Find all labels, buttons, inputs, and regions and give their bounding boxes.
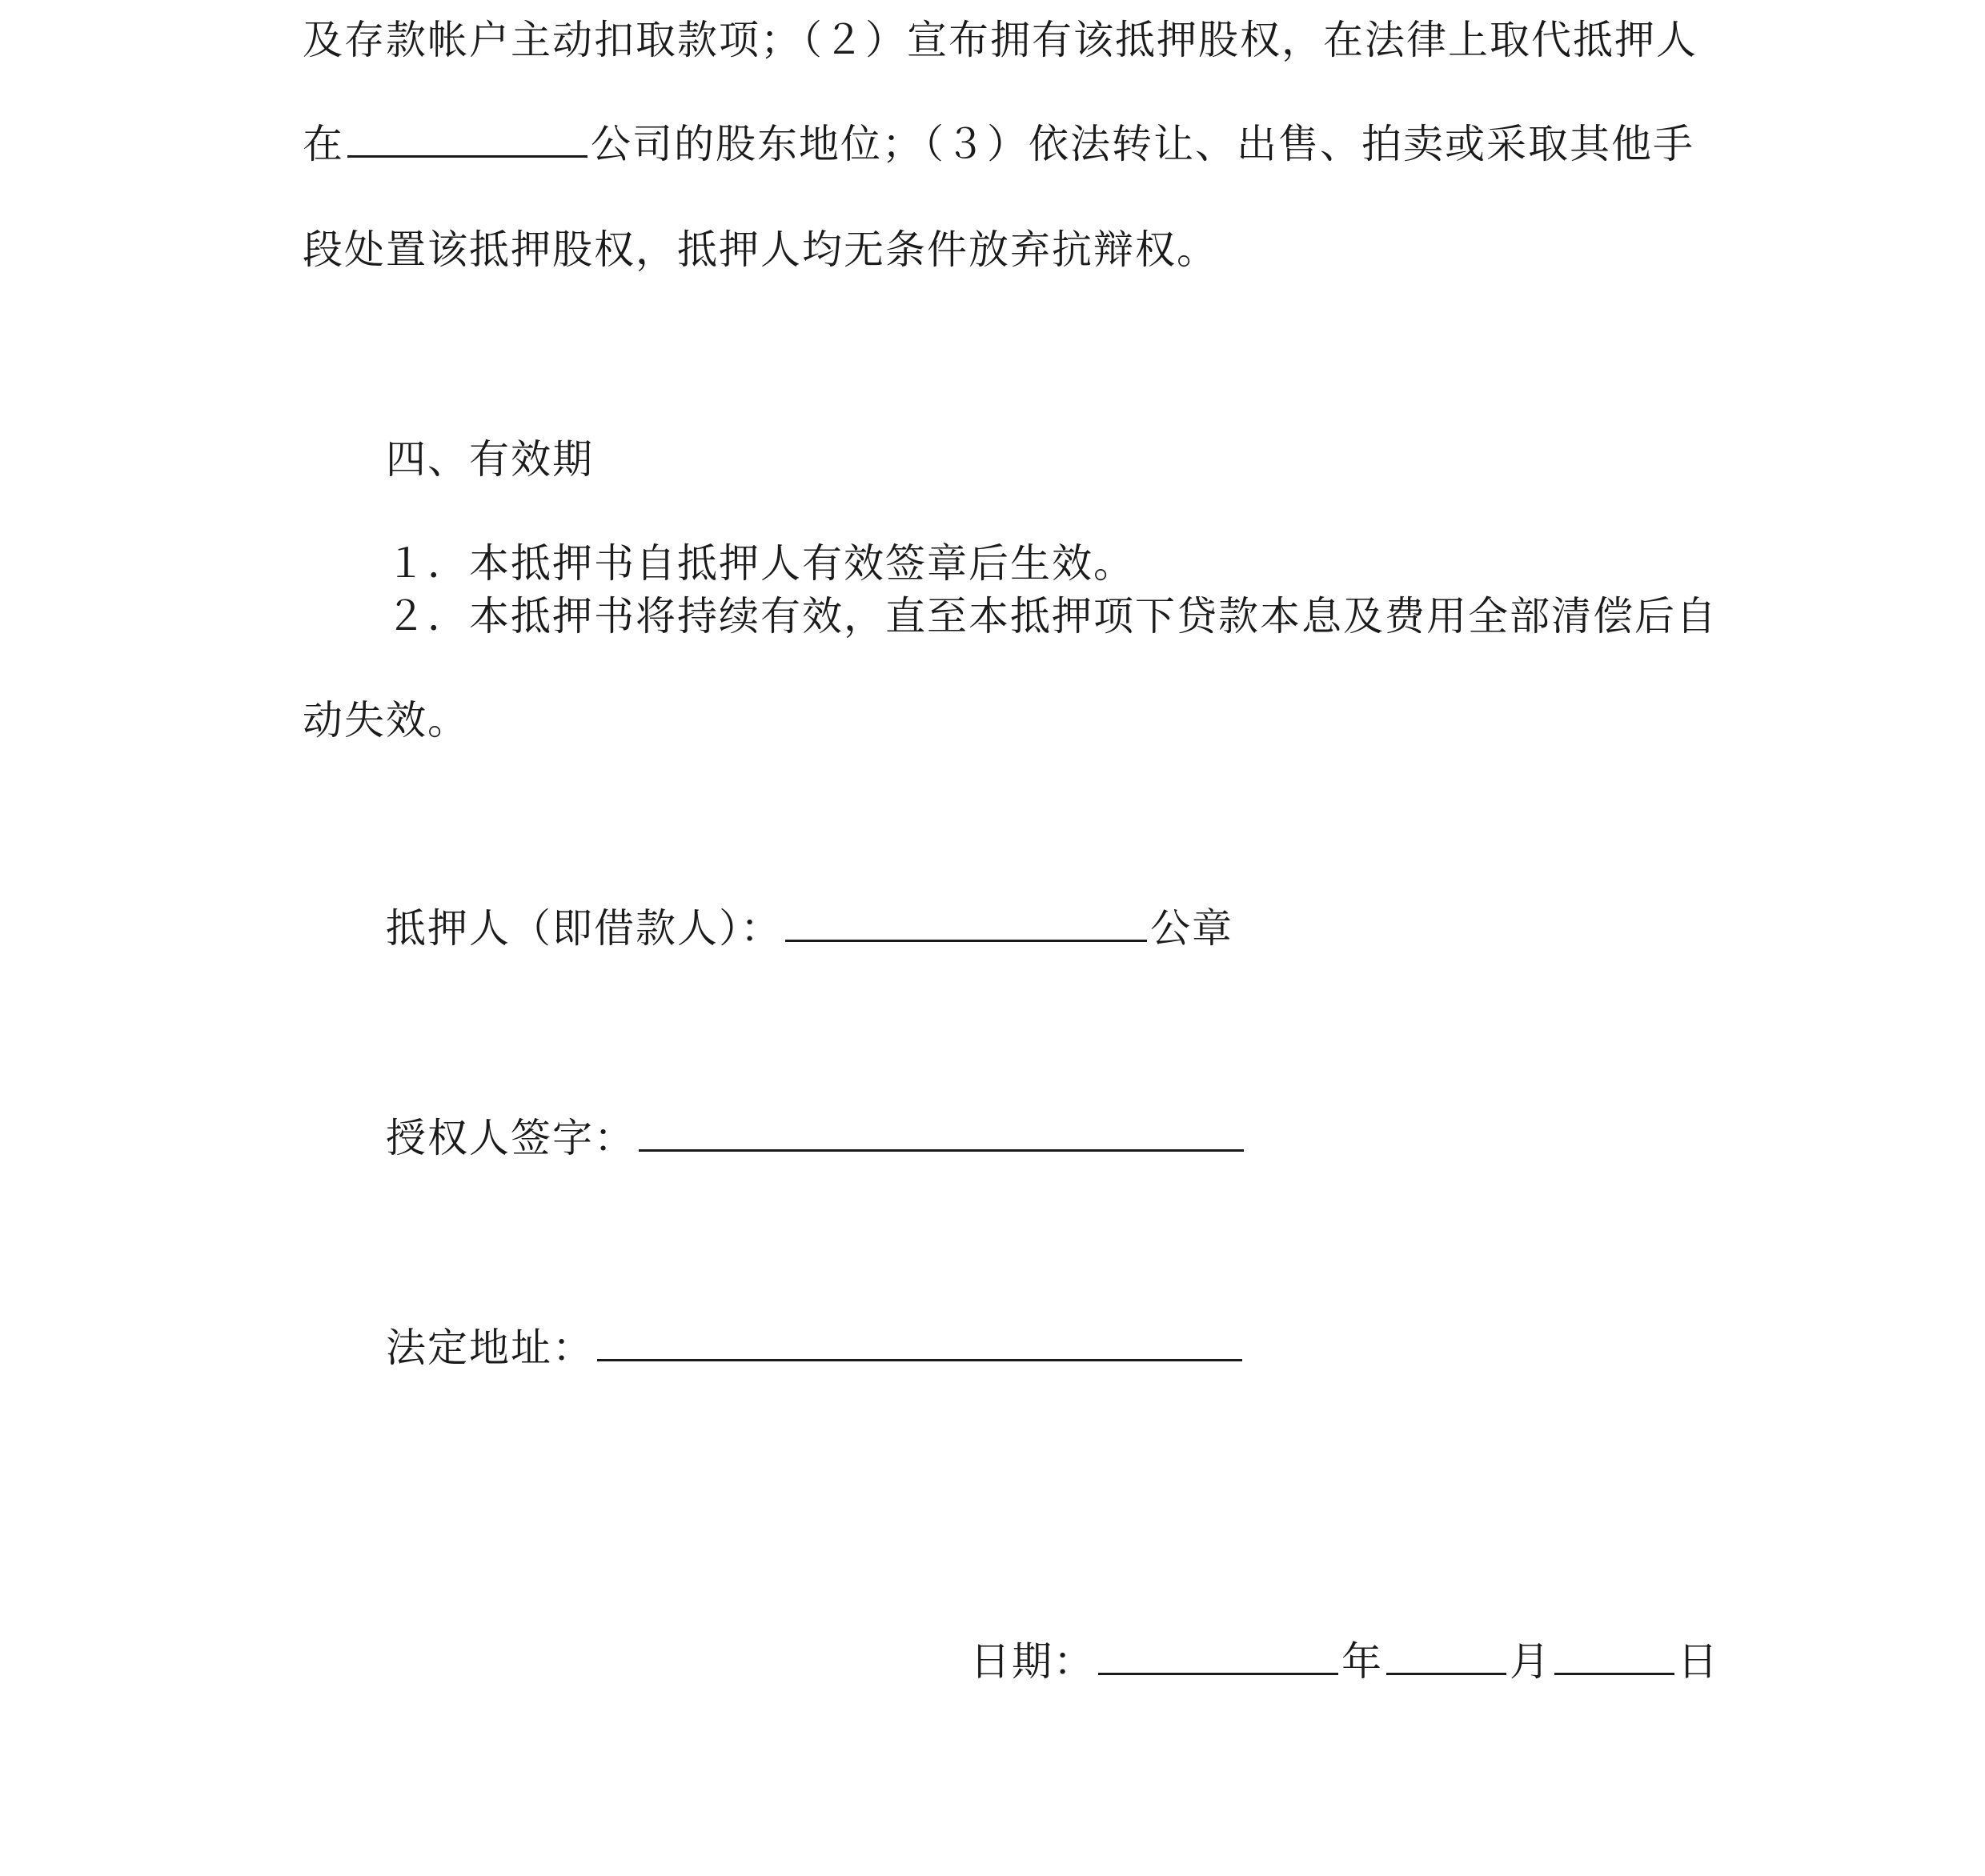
date-line	[970, 1636, 1719, 1687]
year-label: 年	[1341, 1638, 1383, 1685]
list-item	[386, 538, 1135, 589]
address-field[interactable]	[597, 1324, 1242, 1361]
month-field[interactable]	[1386, 1637, 1506, 1675]
paragraph-text: 及存款帐户主动扣取款项；（２）宣布拥有该抵押股权，在法律上取代抵押人	[303, 17, 1698, 63]
paragraph-text: 段处置该抵押股权，抵押人均无条件放弃抗辩权。	[303, 226, 1218, 273]
list-item	[386, 591, 1718, 642]
mortgagor-seal-field[interactable]	[785, 904, 1147, 942]
mortgagor-label: 抵押人（即借款人）：	[386, 905, 782, 952]
month-label: 月	[1510, 1638, 1551, 1685]
year-field[interactable]	[1098, 1637, 1338, 1675]
company-name-blank[interactable]	[347, 120, 587, 158]
paragraph-line	[303, 224, 1218, 275]
address-line	[386, 1322, 1245, 1373]
list-item-text: ２．本抵押书将持续有效，直至本抵押项下贷款本息及费用全部清偿后自	[386, 593, 1718, 639]
address-label: 法定地址：	[386, 1325, 594, 1371]
list-item-text: １．本抵押书自抵押人有效签章后生效。	[386, 540, 1135, 587]
section-heading-text: 四、有效期	[386, 436, 594, 483]
authorized-signature-field[interactable]	[639, 1114, 1244, 1152]
authorized-signature-line	[386, 1112, 1247, 1164]
list-item-text: 动失效。	[303, 697, 469, 744]
seal-suffix: 公章	[1150, 905, 1233, 952]
section-heading	[386, 434, 594, 485]
paragraph-line	[303, 14, 1698, 66]
paragraph-text: 公司的股东地位；（３）依法转让、出售、拍卖或采取其他手	[591, 121, 1694, 167]
list-item-continuation	[303, 695, 469, 746]
day-label: 日	[1678, 1638, 1719, 1685]
authorized-label: 授权人签字：	[386, 1115, 636, 1161]
date-label: 日期：	[970, 1638, 1095, 1685]
mortgagor-signature-line	[386, 903, 1233, 954]
day-field[interactable]	[1554, 1637, 1674, 1675]
paragraph-line	[303, 118, 1694, 170]
paragraph-text: 在	[303, 121, 344, 167]
